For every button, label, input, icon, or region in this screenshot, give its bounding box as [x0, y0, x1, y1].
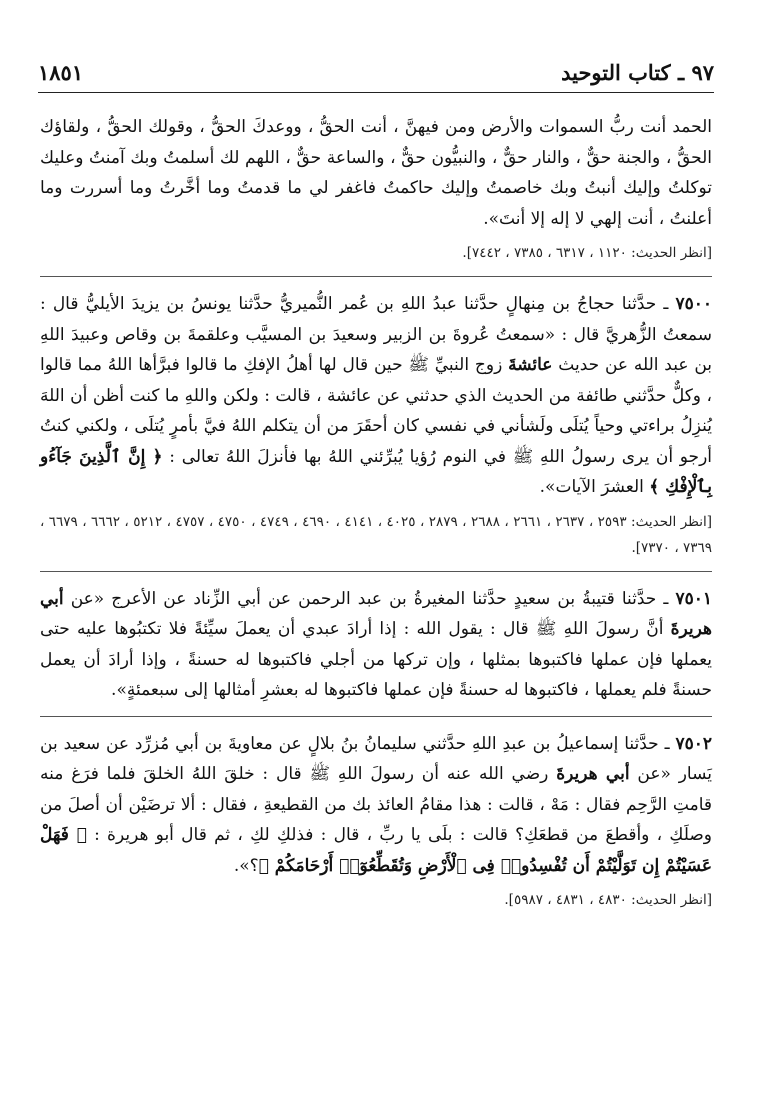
hadith-text: رضي الله عنه أن رسولَ اللهِ ﷺ قال : خلقَ اللهُ الخلقَ فلما فرَغ منه قامتِ الرَّحِم فقال : مَهْ ، قالت : هذا مقامُ العائذ بك من القطيعةِ ، فقال : ألا ترضَيْن أن أصلَ من وصلَكِ ، وأقطعَ من قطعَكِ؟ قالت : بلَى يا ربِّ ، قال : فذلكِ لكِ ، ثم قال أبو هريرة :: [40, 764, 712, 845]
intro-reference: [انظر الحديث: ١١٢٠ ، ٦٣١٧ ، ٧٣٨٥ ، ٧٤٤٢].: [462, 245, 712, 261]
chapter-title: ٩٧ ـ كتاب التوحيد: [561, 60, 714, 85]
hadith-7501: [40, 584, 712, 706]
separator: [40, 716, 712, 717]
separator: [40, 276, 712, 277]
hadith-text: ـ حدَّثنا قتيبةُ بن سعيدٍ حدَّثنا المغيرةُ بن عبد الرحمن عن أبي الزِّناد عن الأعرج «عن: [63, 588, 676, 609]
hadith-text: ؟».: [233, 855, 259, 876]
narrator-name: أبي هريرةَ: [40, 588, 712, 639]
quran-verse: ﴿ فَهَلْ عَسَيْتُمْ إِن تَوَلَّيْتُمْ أَن تُفْسِدُوا۟ فِى ٱلْأَرْضِ وَتُقَطِّعُوٓا۟ أَرْحَامَكُمْ ﴾: [40, 825, 712, 876]
narrator-name: أبي هريرةَ: [556, 764, 630, 784]
hadith-number: ٧٥٠٠: [675, 294, 712, 314]
narrator-name: عائشةَ: [508, 355, 553, 375]
page-content: [40, 112, 712, 913]
separator: [40, 571, 712, 572]
hadith-text: أنَّ رسولَ اللهِ ﷺ قال : يقول الله : إذا أرادَ عبدي أن يعملَ سيِّئةً فلا تكتبُوها عليه حتى يعملها فإن عملها فاكتبوها بمثلها ، وإن تركها من أجلي فاكتبوها له حسنةً ، وإذا أرادَ أن يعمل حسنةً فلم يعملها ، فاكتبوها له حسنةً فإن عملها فاكتبوها له بعشرِ أمثالها إلى سبعمئةٍ».: [40, 619, 712, 700]
hadith-text: ـ حدَّثنا حجاجُ بن مِنهالٍ حدَّثنا عبدُ اللهِ بن عُمر النُّميريُّ حدَّثنا يونسُ بن يزيدَ الأيليُّ قال : سمعتُ الزُّهريَّ قال : «سمعتُ عُروةَ بن الزبير وسعيدَ بن المسيَّب وعلقمةَ بن وقاص وعبيدَ اللهِ بن عبد الله عن حديث: [40, 294, 712, 375]
hadith-text: العشرَ الآيات».: [539, 477, 650, 497]
page-header: [38, 60, 714, 92]
hadith-text: زوج النبيِّ ﷺ حين قال لها أهلُ الإفكِ ما قالوا فبرَّأها اللهُ مما قالوا ، وكلٌّ حدَّثني طائفة من الحديث الذي حدثني عن عائشة ، قالت : ولكن واللهِ ما كنت أظن أن اللهَ يُنزِلُ براءتي وحياً يُتلَى ولَشأني في نفسي كان أحقَرَ من أن يتكلم اللهُ فيَّ بأمرٍ يُتلَى ، ولكني كنتُ أرجو أن يرى رسولُ اللهِ ﷺ في النوم رُؤيا يُبرِّئني اللهُ بها فأنزلَ اللهُ تعالى :: [40, 355, 713, 467]
hadith-number: ٧٥٠١: [675, 588, 712, 609]
page-number: ١٨٥١: [38, 60, 84, 85]
hadith-reference: [انظر الحديث: ٤٨٣٠ ، ٤٨٣١ ، ٥٩٨٧].: [504, 892, 712, 908]
hadith-reference: [انظر الحديث: ٢٥٩٣ ، ٢٦٣٧ ، ٢٦٦١ ، ٢٦٨٨ ، ٢٨٧٩ ، ٤٠٢٥ ، ٤١٤١ ، ٤٦٩٠ ، ٤٧٤٩ ، ٤٧٥٠ ، ٤٧٥٧ ، ٥٢١٢ ، ٦٦٦٢ ، ٦٦٧٩ ، ٧٣٦٩ ، ٧٣٧٠].: [40, 513, 712, 556]
hadith-7500: [40, 289, 712, 503]
hadith-text: ـ حدَّثنا إسماعيلُ بن عبدِ اللهِ حدَّثني سليمانُ بنُ بلالٍ عن معاويةَ بن أبي مُزرِّد عن سعيد بن يَسار «عن: [40, 733, 712, 784]
hadith-7502: [40, 729, 712, 882]
quran-verse: ﴿ إِنَّ ٱلَّذِينَ جَآءُو بِٱلْإِفْكِ ﴾: [40, 446, 712, 497]
hadith-number: ٧٥٠٢: [675, 733, 712, 754]
header-rule: [38, 92, 714, 93]
intro-paragraph: الحمد أنت ربُّ السموات والأرض ومن فيهنَّ ، أنت الحقُّ ، ووعدكَ الحقُّ ، وقولك الحقُّ ، ولقاؤك الحقُّ ، والجنة حقٌّ ، والنار حقٌّ ، والنبيُّون حقٌّ ، والساعة حقٌّ ، اللهم لك أسلمتُ وبك آمنتُ وعليك توكلتُ وإليك أنبتُ وبك خاصمتُ وإليك حاكمتُ فاغفر لي ما قدمتُ وما أخَّرتُ وما أسررت وما أعلنتُ ، أنت إلهي لا إله إلا أنتَ».: [40, 117, 712, 229]
